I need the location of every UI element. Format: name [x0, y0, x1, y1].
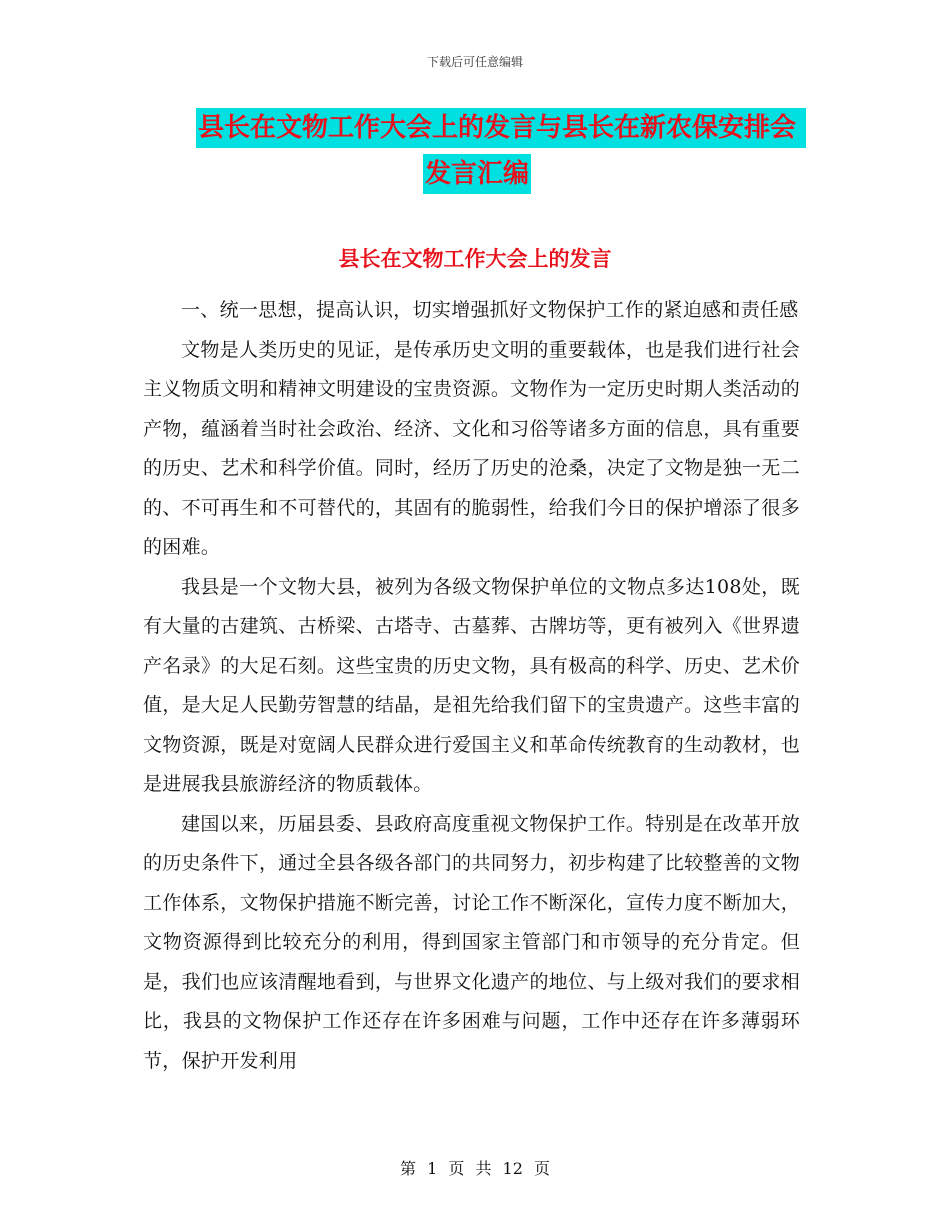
paragraph: 建国以来，历届县委、县政府高度重视文物保护工作。特别是在改革开放的历史条件下，通过全县各级各部门的共同努力，初步构建了比较整善的文物工作体系，文物保护措施不断完善，讨论工作不断深化，宣传力度不断加大，文物资源得到比较充分的利用，得到国家主管部门和市领导的充分肯定。但是，我们也应该清醒地看到，与世界文化遗产的地位、与上级对我们的要求相比，我县的文物保护工作还存在许多困难与问题，工作中还存在许多薄弱环节，保护开发利用: [143, 812, 800, 1072]
header-note: 下载后可任意编辑: [426, 55, 523, 69]
paragraph: 我县是一个文物大县，被列为各级文物保护单位的文物点多达108处，既有大量的古建筑、古桥梁、古塔寺、古墓葬、古牌坊等，更有被列入《世界遗产名录》的大足石刻。这些宝贵的历史文物，具有极高的科学、历史、艺术价值，是大足人民勤劳智慧的结晶，是祖先给我们留下的宝贵遗产。这些丰富的文物资源，既是对宽阔人民群众进行爱国主义和革命传统教育的生动教材，也是进展我县旅游经济的物质载体。: [143, 575, 800, 795]
title-line-2: 发言汇编: [423, 154, 531, 194]
title-line-1: 县长在文物工作大会上的发言与县长在新农保安排会: [196, 108, 806, 148]
paragraph: 文物是人类历史的见证，是传承历史文明的重要载体，也是我们进行社会主义物质文明和精神文明建设的宝贵资源。文物作为一定历史时期人类活动的产物，蕴涵着当时社会政治、经济、文化和习俗等诸多方面的信息，具有重要的历史、艺术和科学价值。同时，经历了历史的沧桑，决定了文物是独一无二的、不可再生和不可替代的，其固有的脆弱性，给我们今日的保护增添了很多的困难。: [143, 338, 800, 558]
page-footer: 第 1 页 共 12 页: [400, 1159, 550, 1178]
section-title: 县长在文物工作大会上的发言: [338, 247, 612, 271]
body-text: [143, 291, 800, 1081]
paragraph: 一、统一思想，提高认识，切实增强抓好文物保护工作的紧迫感和责任感: [181, 299, 799, 321]
